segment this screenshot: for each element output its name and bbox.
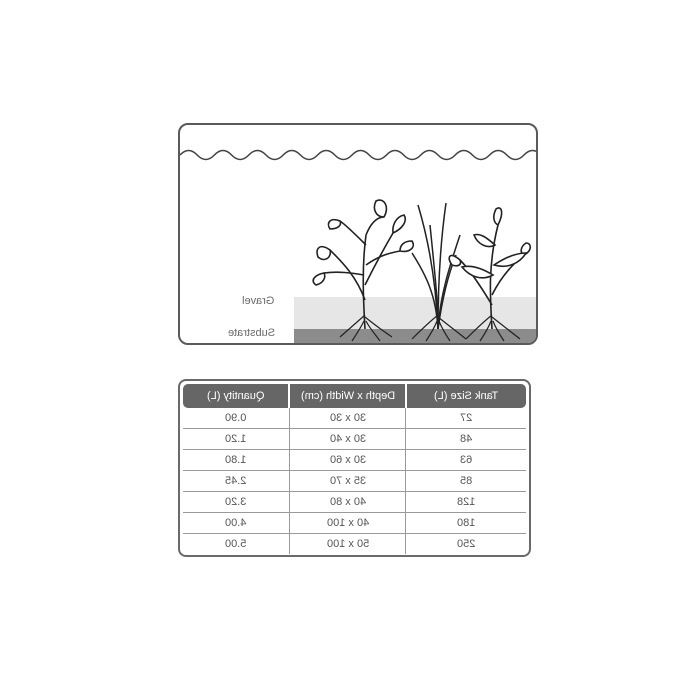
cell-dimensions: 30 x 60: [289, 450, 406, 471]
header-dimensions: Depth x Width (cm): [289, 384, 406, 408]
cell-dimensions: 50 x 100: [289, 534, 406, 555]
cell-quantity: 3.20: [183, 492, 289, 513]
cell-tank-size: 180: [406, 513, 526, 534]
cell-tank-size: 250: [406, 534, 526, 555]
aquarium-illustration: [180, 125, 536, 343]
gravel-layer: [294, 297, 536, 329]
cell-quantity: 0.90: [225, 412, 247, 424]
cell-tank-size: 27: [406, 408, 526, 429]
cell-dimensions: 30 x 40: [289, 429, 406, 450]
cell-quantity: 4.00: [183, 513, 289, 534]
aquarium-diagram: [178, 123, 538, 345]
cell-dimensions: 30 x 30: [289, 408, 406, 429]
header-tank-size: Tank Size (L): [406, 384, 526, 408]
table-row: [183, 492, 526, 513]
cell-tank-size: 63: [406, 450, 526, 471]
table-row: [183, 429, 526, 450]
cell-quantity: 2.45: [183, 471, 289, 492]
table-row: [183, 450, 526, 471]
cell-tank-size: 128: [406, 492, 526, 513]
cell-tank-size: 85: [406, 471, 526, 492]
water-surface-icon: [180, 151, 536, 160]
cell-tank-size: 48: [406, 429, 526, 450]
cell-quantity: 1.20: [183, 429, 289, 450]
quantity-table: [183, 384, 526, 554]
table-header-row: [183, 384, 526, 408]
substrate-label: Substrate: [228, 327, 276, 339]
cell-dimensions: 40 x 80: [289, 492, 406, 513]
table-row: [183, 408, 526, 429]
substrate-quantity-table: [178, 379, 531, 557]
table-row: [183, 471, 526, 492]
cell-dimensions: 35 x 70: [289, 471, 406, 492]
table-row: [183, 534, 526, 555]
table-row: [183, 513, 526, 534]
cell-quantity: 1.80: [183, 450, 289, 471]
header-quantity: Quantity (L): [183, 384, 289, 408]
cell-quantity: 5.00: [183, 534, 289, 555]
gravel-label: Gravel: [242, 295, 275, 307]
cell-dimensions: 40 x 100: [289, 513, 406, 534]
